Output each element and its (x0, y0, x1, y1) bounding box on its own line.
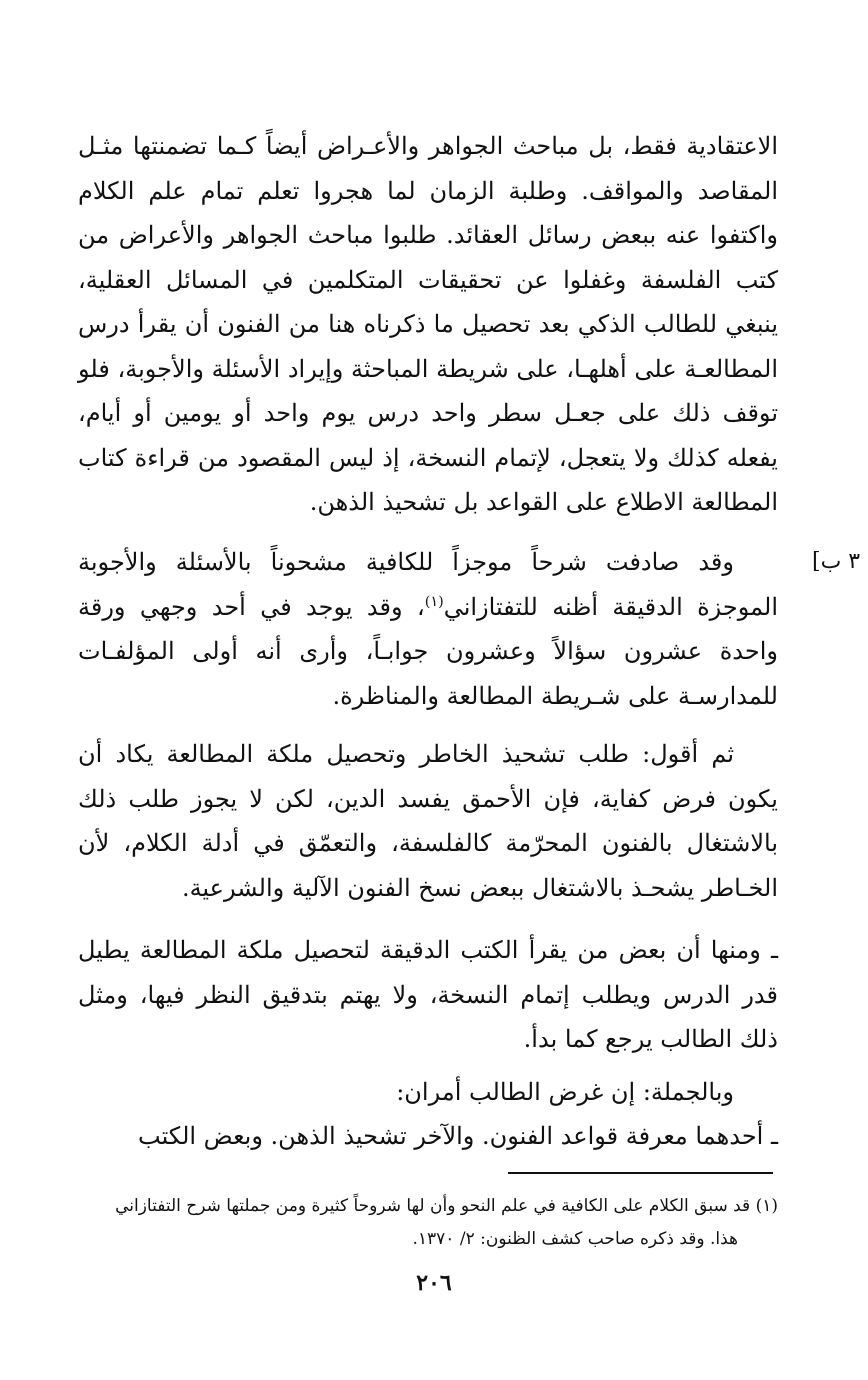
paragraph-5: وبالجملة: إن غرض الطالب أمران: (396, 1078, 734, 1106)
paragraph-6: ـ أحدهما معرفة قواعد الفنون. والآخر تشحيذ الذهن. وبعض الكتب (138, 1122, 778, 1150)
paragraph-4: ـ ومنها أن بعض من يقرأ الكتب الدقيقة لتحصيل ملكة المطالعة يطيل قدر الدرس ويطلب إتمام النسخة، ولا يهتم بتدقيق النظر فيها، ومثل ذلك الطالب يرجع كما بدأ. (78, 936, 778, 1053)
paragraph-3: ثم أقول: طلب تشحيذ الخاطر وتحصيل ملكة المطالعة يكاد أن يكون فرض كفاية، فإن الأحمق يفسد الدين، لكن لا يجوز طلب ذلك بالاشتغال بالفنون المحرّمة كالفلسفة، والتعمّق في أدلة الكلام، لأن الخـاطر يشحـذ بالاشتغال ببعض نسخ الفنون الآلية والشرعية. (78, 740, 778, 902)
footnote-line-2: هذا. وقد ذكره صاحب كشف الظنون: ٢/ ١٣٧٠. (412, 1229, 738, 1249)
margin-note: ٣ ب] (812, 549, 861, 574)
footnote-separator (508, 1172, 773, 1174)
footnote (78, 1190, 778, 1256)
paragraph-1: الاعتقادية فقط، بل مباحث الجواهر والأعـراض أيضاً كـما تضمنتها مثـل المقاصد والمواقف. وطلبة الزمان لما هجروا تعلم تمام علم الكلام واكتفوا عنه ببعض رسائل العقائد. طلبوا مباحث الجواهر والأعراض من كتب الفلسفة وغفلوا عن تحقيقات المتكلمين في المسائل العقلية، ينبغي للطالب الذكي بعد تحصيل ما ذكرناه هنا من الفنون أن يقرأ درس المطالعـة على أهلهـا، على شريطة المباحثة وإيراد الأسئلة والأجوبة، فلو توقف ذلك على جعـل سطر واحد درس يوم واحد أو يومين أو أيام، يفعله كذلك ولا يتعجل، لإتمام النسخة، إذ ليس المقصود من قراءة كتاب المطالعة الاطلاع على القواعد بل تشحيذ الذهن. (78, 132, 778, 516)
paragraph-2 (78, 540, 778, 718)
page-number: ٢٠٦ (416, 1270, 452, 1296)
footnote-reference: (١) (424, 593, 444, 610)
paragraph-2-part-2: ، وقد يوجد في أحد وجهي ورقة واحدة عشرون سؤالاً وعشرون جوابـاً، وأرى أنه أولى المؤلفـات للمدارسـة على شـريطة المطالعة والمناظرة. (78, 592, 778, 710)
paragraph-2-part-1: وقد صادفت شرحاً موجزاً للكافية مشحوناً بالأسئلة والأجوبة الموجزة الدقيقة أظنه للتفتازاني (78, 548, 779, 621)
footnote-line-1: (١) قد سبق الكلام على الكافية في علم النحو وأن لها شروحاً كثيرة ومن جملتها شرح التفتازاني (115, 1196, 778, 1216)
